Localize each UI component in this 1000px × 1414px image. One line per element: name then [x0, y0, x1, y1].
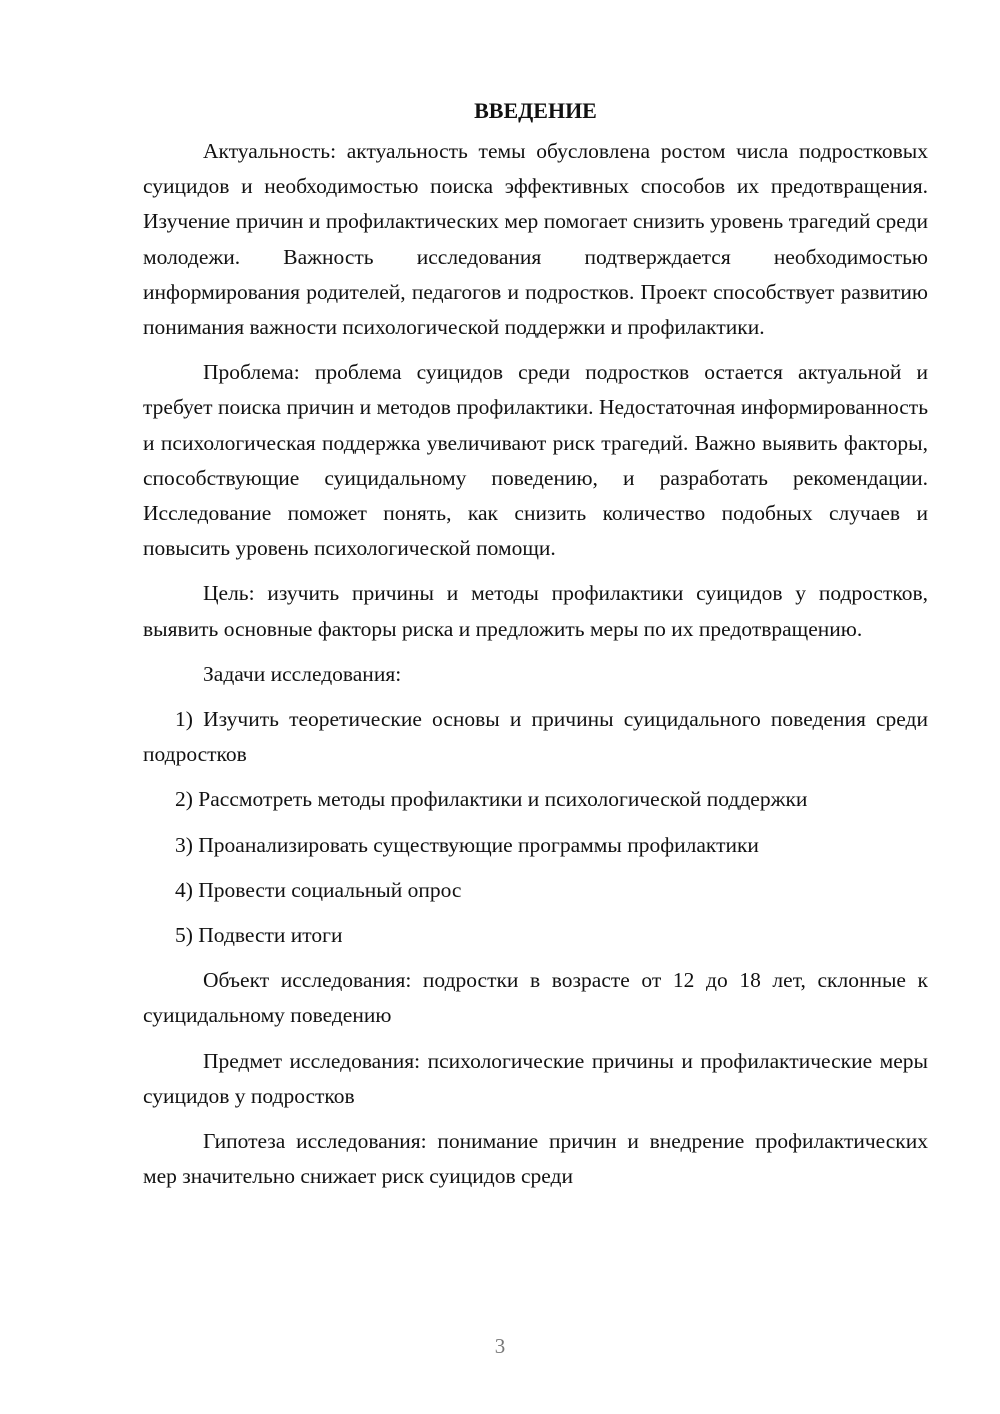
task-item-3: 3) Проанализировать существующие программы профилактики — [175, 832, 759, 857]
section-title: ВВЕДЕНИЕ — [474, 98, 597, 123]
paragraph-relevance: Актуальность: актуальность темы обусловлена ростом числа подростковых суицидов и необходимостью поиска эффективных способов их предотвращения. Изучение причин и профилактических мер помогает снизить уровень трагедий среди молодежи. Важность исследования подтверждается необходимостью информирования родителей, педагогов и подростков. Проект способствует развитию понимания важности психологической поддержки и профилактики. — [143, 139, 928, 340]
paragraph-goal: Цель: изучить причины и методы профилактики суицидов у подростков, выявить основные факторы риска и предложить меры по их предотвращению. — [143, 581, 928, 641]
task-item-4: 4) Провести социальный опрос — [175, 877, 462, 902]
task-item-1: 1) Изучить теоретические основы и причины суицидального поведения среди подростков — [143, 707, 928, 767]
page-number: 3 — [494, 1334, 506, 1358]
paragraph-hypothesis: Гипотеза исследования: понимание причин и внедрение профилактических мер значительно снижает риск суицидов среди — [143, 1129, 928, 1189]
paragraph-object: Объект исследования: подростки в возрасте от 12 до 18 лет, склонные к суицидальному поведению — [143, 968, 928, 1028]
tasks-heading: Задачи исследования: — [203, 661, 402, 686]
tasks-list — [143, 702, 928, 953]
paragraph-subject: Предмет исследования: психологические причины и профилактические меры суицидов у подростков — [143, 1048, 928, 1108]
paragraph-problem: Проблема: проблема суицидов среди подростков остается актуальной и требует поиска причин и методов профилактики. Недостаточная информированность и психологическая поддержка увеличивают риск трагедий. Важно выявить факторы, способствующие суицидальному поведению, и разработать рекомендации. Исследование поможет понять, как снизить количество подобных случаев и повысить уровень психологической помощи. — [143, 360, 928, 561]
document-page — [143, 96, 928, 1204]
task-item-2: 2) Рассмотреть методы профилактики и психологической поддержки — [175, 787, 808, 812]
task-item-5: 5) Подвести итоги — [175, 923, 343, 948]
